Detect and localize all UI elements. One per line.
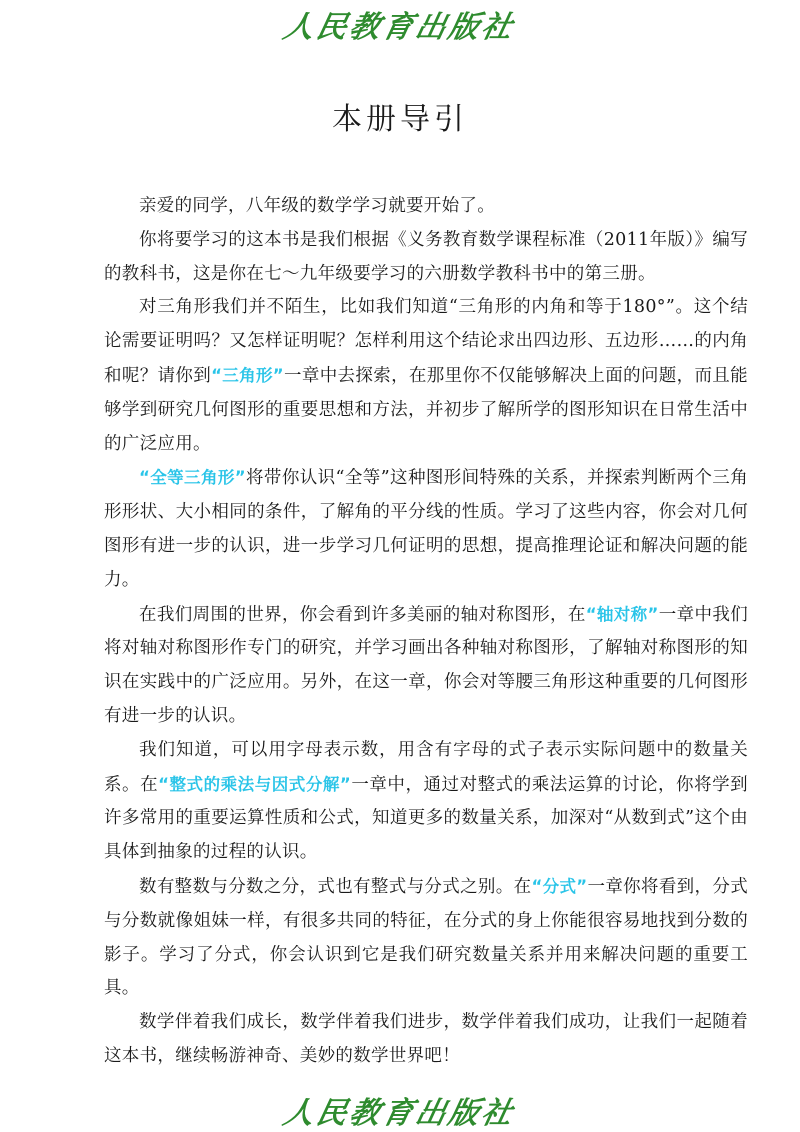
paragraph-text: 我们知道，可以用字母表示数，用含有字母的式子表示实际问题中的数量关系。在 (104, 739, 748, 795)
publisher-logo-top: 人民教育出版社 (280, 10, 519, 45)
paragraph (104, 291, 748, 461)
paragraph-text: 一章中去探索，在那里你不仅能够解决上面的问题，而且能够学到研究几何图形的重要思想和方法，并初步了解所学的图形知识在日常生活中的广泛应用。 (104, 365, 748, 454)
paragraph-text: 你将要学习的这本书是我们根据《义务教育数学课程标准（2011年版）》编写的教科书，这是你在七～九年级要学习的六册数学教科书中的第三册。 (104, 229, 748, 284)
paragraph (104, 598, 748, 734)
paragraph (104, 190, 748, 224)
chapter-reference: “全等三角形” (139, 468, 246, 488)
page-title: 本册导引 (332, 102, 468, 137)
paragraph-text: 一章中我们将对轴对称图形作专门的研究，并学习画出各种轴对称图形，了解轴对称图形的知识在实践中的广泛应用。另外，在这一章，你会对等腰三角形这种重要的几何图形有进一步的认识。 (104, 604, 748, 726)
publisher-logo-bottom: 人民教育出版社 (280, 1096, 519, 1131)
chapter-reference: “三角形” (211, 365, 284, 385)
paragraph-text: 对三角形我们并不陌生，比如我们知道“三角形的内角和等于180°”。这个结论需要证明吗？又怎样证明呢？怎样利用这个结论求出四边形、五边形……的内角和呢？请你到 (104, 297, 748, 386)
paragraph (104, 734, 748, 870)
paragraph-text: 在我们周围的世界，你会看到许多美丽的轴对称图形，在 (139, 604, 586, 625)
paragraph-text: 一章中，通过对整式的乘法运算的讨论，你将学到许多常用的重要运算性质和公式，知道更多的数量关系，加深对“从数到式”这个由具体到抽象的过程的认识。 (104, 774, 748, 863)
paragraph (104, 870, 748, 1006)
paragraph (104, 224, 748, 292)
paragraph (104, 1006, 748, 1074)
chapter-reference: “轴对称” (585, 604, 659, 624)
paragraph-text: 数学伴着我们成长，数学伴着我们进步，数学伴着我们成功，让我们一起随着这本书，继续畅游神奇、美妙的数学世界吧！ (104, 1012, 748, 1066)
paragraph-text: 一章你将看到，分式与分数就像姐妹一样，有很多共同的特征，在分式的身上你能很容易地找到分数的影子。学习了分式，你会认识到它是我们研究数量关系并用来解决问题的重要工具。 (104, 876, 748, 999)
intro-text (104, 190, 748, 1074)
chapter-reference: “整式的乘法与因式分解” (158, 774, 352, 794)
chapter-reference: “分式” (531, 876, 588, 896)
paragraph-text: 将带你认识“全等”这种图形间特殊的关系，并探索判断两个三角形形状、大小相同的条件，了解角的平分线的性质。学习了这些内容，你会对几何图形有进一步的认识，进一步学习几何证明的思想，提高推理论证和解决问题的能力。 (104, 468, 749, 590)
paragraph-text: 数有整数与分数之分，式也有整式与分式之别。在 (139, 876, 532, 897)
paragraph (104, 461, 748, 597)
paragraph-text: 亲爱的同学，八年级的数学学习就要开始了。 (139, 196, 495, 216)
